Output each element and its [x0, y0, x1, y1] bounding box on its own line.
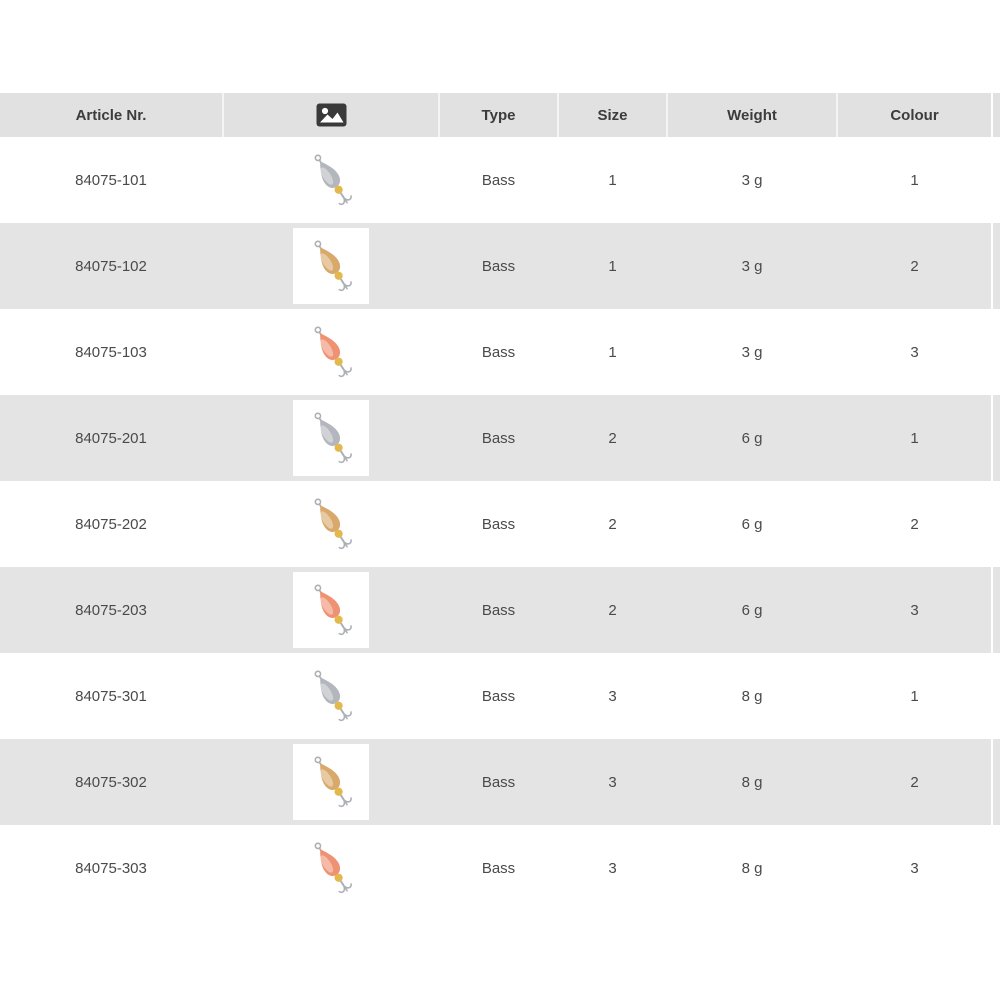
colour-cell: 3 [910, 343, 919, 361]
article-cell: 84075-103 [75, 343, 147, 361]
table-row [0, 739, 1000, 825]
product-thumbnail [293, 314, 369, 390]
article-cell: 84075-301 [75, 687, 147, 705]
header-cell-type: Type [438, 93, 557, 137]
header-cell-size: Size [557, 93, 666, 137]
header-edge-sliver [991, 93, 1000, 137]
type-cell: Bass [481, 773, 516, 791]
row-edge-sliver [991, 223, 1000, 309]
table-row [0, 137, 1000, 223]
product-thumbnail [293, 830, 369, 906]
lure-image [293, 314, 369, 390]
header-cell-article: Article Nr. [75, 106, 147, 124]
table-row [0, 653, 1000, 739]
article-cell: 84075-302 [75, 773, 147, 791]
row-edge-sliver [991, 653, 1000, 739]
size-cell: 1 [608, 171, 617, 189]
header-row [0, 93, 1000, 137]
article-cell: 84075-102 [75, 257, 147, 275]
article-cell: 84075-201 [75, 429, 147, 447]
product-thumbnail [293, 486, 369, 562]
header-cell-image [222, 93, 438, 137]
type-cell: Bass [481, 429, 516, 447]
product-thumbnail [293, 572, 369, 648]
weight-cell: 6 g [741, 515, 763, 533]
product-thumbnail [293, 400, 369, 476]
image-cell [222, 567, 438, 653]
lure-image [293, 400, 369, 476]
colour-cell: 2 [910, 773, 919, 791]
colour-cell: 1 [910, 171, 919, 189]
weight-cell: 3 g [741, 343, 763, 361]
table-body [0, 137, 1000, 911]
image-icon-sun [321, 108, 327, 114]
colour-cell: 3 [910, 859, 919, 877]
weight-cell: 3 g [741, 171, 763, 189]
weight-cell: 8 g [741, 773, 763, 791]
size-cell: 2 [608, 601, 617, 619]
type-cell: Bass [481, 515, 516, 533]
type-cell: Bass [481, 859, 516, 877]
row-edge-sliver [991, 395, 1000, 481]
size-cell: 2 [608, 515, 617, 533]
article-cell: 84075-202 [75, 515, 147, 533]
lure-image [293, 486, 369, 562]
size-cell: 2 [608, 429, 617, 447]
product-thumbnail [293, 744, 369, 820]
colour-cell: 1 [910, 687, 919, 705]
colour-cell: 2 [910, 515, 919, 533]
type-cell: Bass [481, 687, 516, 705]
weight-cell: 8 g [741, 687, 763, 705]
table-row [0, 223, 1000, 309]
row-edge-sliver [991, 137, 1000, 223]
image-cell [222, 653, 438, 739]
table-row [0, 395, 1000, 481]
table-row [0, 567, 1000, 653]
lure-image [293, 142, 369, 218]
image-icon [316, 103, 347, 127]
size-cell: 1 [608, 257, 617, 275]
header-cell-colour: Colour [836, 93, 991, 137]
colour-cell: 3 [910, 601, 919, 619]
lure-image [293, 830, 369, 906]
type-cell: Bass [481, 257, 516, 275]
lure-image [293, 744, 369, 820]
colour-cell: 1 [910, 429, 919, 447]
weight-cell: 8 g [741, 859, 763, 877]
size-cell: 1 [608, 343, 617, 361]
weight-cell: 3 g [741, 257, 763, 275]
table-row [0, 825, 1000, 911]
lure-image [293, 658, 369, 734]
lure-image [293, 572, 369, 648]
table-row [0, 309, 1000, 395]
row-edge-sliver [991, 739, 1000, 825]
image-cell [222, 137, 438, 223]
image-cell [222, 223, 438, 309]
type-cell: Bass [481, 601, 516, 619]
type-cell: Bass [481, 171, 516, 189]
header-cell-weight: Weight [666, 93, 836, 137]
image-cell [222, 825, 438, 911]
lure-image [293, 228, 369, 304]
product-thumbnail [293, 658, 369, 734]
product-table [0, 93, 1000, 911]
weight-cell: 6 g [741, 429, 763, 447]
image-cell [222, 481, 438, 567]
colour-cell: 2 [910, 257, 919, 275]
image-cell [222, 739, 438, 825]
size-cell: 3 [608, 859, 617, 877]
article-cell: 84075-101 [75, 171, 147, 189]
product-thumbnail [293, 142, 369, 218]
type-cell: Bass [481, 343, 516, 361]
product-thumbnail [293, 228, 369, 304]
article-cell: 84075-303 [75, 859, 147, 877]
weight-cell: 6 g [741, 601, 763, 619]
size-cell: 3 [608, 773, 617, 791]
image-cell [222, 309, 438, 395]
row-edge-sliver [991, 309, 1000, 395]
row-edge-sliver [991, 481, 1000, 567]
image-icon-frame [316, 104, 346, 127]
table-row [0, 481, 1000, 567]
row-edge-sliver [991, 567, 1000, 653]
image-cell [222, 395, 438, 481]
article-cell: 84075-203 [75, 601, 147, 619]
row-edge-sliver [991, 825, 1000, 911]
size-cell: 3 [608, 687, 617, 705]
